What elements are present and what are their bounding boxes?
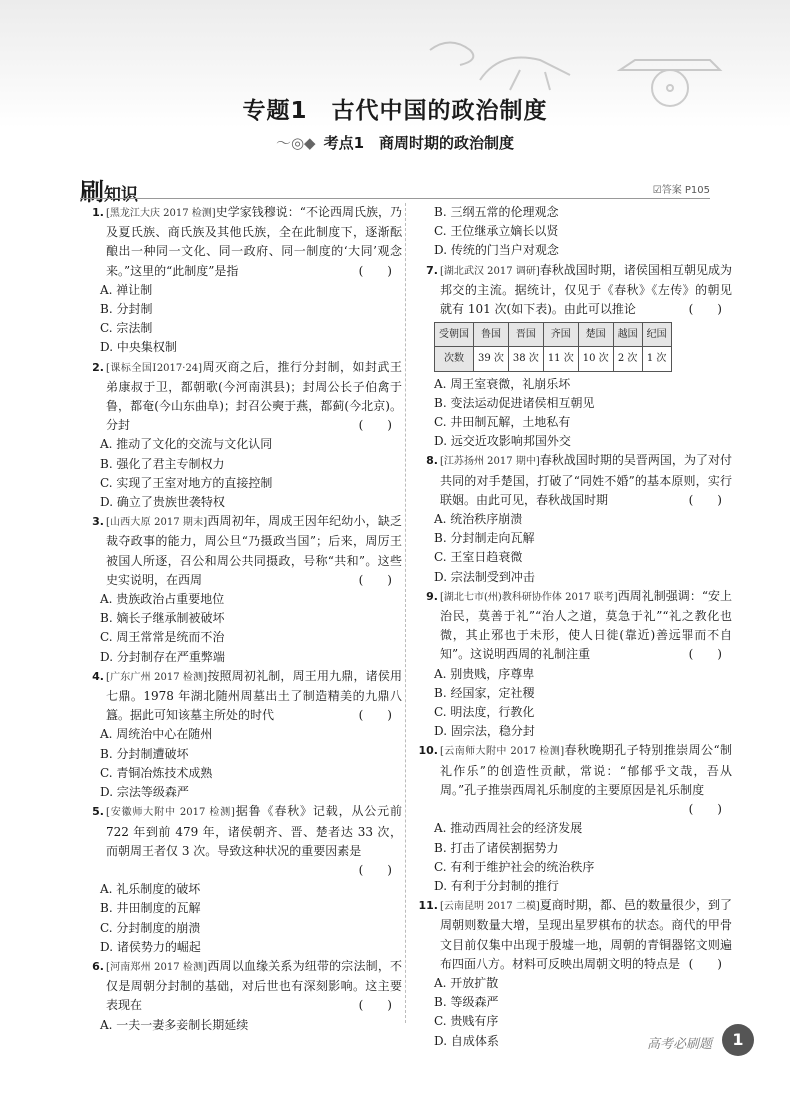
question-stem bbox=[82, 203, 402, 281]
q7-state-cell: 鲁国 bbox=[474, 323, 509, 347]
q7-count-cell: 39 次 bbox=[474, 347, 509, 371]
q7-count-cell: 11 次 bbox=[543, 347, 578, 371]
question-item bbox=[416, 451, 732, 586]
question-source: [课标全国Ⅰ2017·24] bbox=[106, 362, 203, 374]
q7-count-cell: 38 次 bbox=[508, 347, 543, 371]
question-source: [黑龙江大庆 2017 检测] bbox=[106, 208, 216, 219]
question-number: 9. bbox=[426, 589, 438, 603]
question-text bbox=[440, 741, 732, 819]
q7-row-header: 次数 bbox=[435, 347, 474, 371]
question-item bbox=[416, 203, 732, 261]
question-stem bbox=[82, 512, 402, 590]
option-item: A. 开放扩散 bbox=[434, 975, 499, 990]
answer-blank: ( ) bbox=[358, 572, 392, 587]
question-number: 1. bbox=[92, 206, 104, 219]
question-body: 按照周初礼制，周王用九鼎，诸侯用七鼎。1978 年湖北随州周墓出土了制造精美的九鼎八簋。据此可知该墓主所处的时代 bbox=[106, 668, 402, 723]
section-big-char: 刷 bbox=[80, 177, 104, 206]
answer-blank: ( ) bbox=[688, 492, 722, 507]
option-item: B. 经国家，定社稷 bbox=[434, 685, 535, 700]
question-item bbox=[416, 741, 732, 896]
question-item bbox=[82, 957, 402, 1035]
question-source: [湖北武汉 2017 调研] bbox=[440, 265, 540, 277]
question-item bbox=[82, 358, 402, 513]
question-number: 10. bbox=[418, 744, 438, 758]
q7-state-cell: 晋国 bbox=[508, 323, 543, 347]
question-item bbox=[82, 802, 402, 957]
question-text bbox=[440, 587, 732, 665]
option-item: D. 固宗法，稳分封 bbox=[434, 724, 535, 739]
option-item: A. 推动西周社会的经济发展 bbox=[434, 821, 583, 836]
question-number: 7. bbox=[426, 263, 438, 277]
option-item: A. 贵族政治占重要地位 bbox=[100, 592, 225, 607]
option-item: D. 宗法制受到冲击 bbox=[434, 569, 535, 584]
question-stem bbox=[82, 802, 402, 880]
question-body: 西周礼制强调：“安上治民，莫善于礼”“治人之道，莫急于礼”“礼之教化也微，其止邪也于未形，使人日徙(靠近)善远罪而不自知”。这说明西周的礼制注重 bbox=[440, 588, 732, 662]
answer-blank: ( ) bbox=[688, 802, 722, 817]
option-item: A. 推动了文化的交流与文化认同 bbox=[100, 437, 273, 452]
question-number: 6. bbox=[92, 959, 104, 973]
q7-state-cell: 齐国 bbox=[543, 323, 578, 347]
question-body: 据鲁《春秋》记载，从公元前 722 年到前 479 年，诸侯朝齐、晋、楚者达 33 次，而朝周王者仅 3 次。导致这种状况的重要因素是 bbox=[106, 804, 402, 858]
option-item: C. 王位继承立嫡长以贤 bbox=[434, 224, 559, 239]
option-item: D. 自成体系 bbox=[434, 1033, 499, 1048]
question-number: 4. bbox=[92, 669, 104, 683]
question-text bbox=[106, 957, 402, 1016]
question-text bbox=[106, 512, 402, 590]
question-body: 春秋晚期孔子特别推崇周公“制礼作乐”的创造性贡献，常说：“郁郁乎文哉，吾从周。”孔子推崇西周礼乐制度的主要原因是礼乐制度 bbox=[440, 743, 733, 797]
option-item: B. 打击了诸侯割据势力 bbox=[434, 840, 559, 855]
question-text bbox=[106, 802, 402, 880]
question-text bbox=[106, 667, 402, 726]
question-number: 5. bbox=[92, 805, 104, 819]
option-item: C. 贵贱有序 bbox=[434, 1014, 499, 1029]
option-item: C. 井田制瓦解，土地私有 bbox=[434, 415, 571, 430]
question-item bbox=[82, 667, 402, 802]
right-column bbox=[416, 203, 732, 1051]
option-item: B. 强化了君主专制权力 bbox=[100, 456, 225, 471]
section-header bbox=[80, 172, 138, 207]
question-stem bbox=[416, 261, 732, 320]
question-source: [江苏扬州 2017 期中] bbox=[440, 456, 540, 468]
answer-reference: ☑答案 P105 bbox=[652, 185, 710, 196]
option-item: B. 分封制走向瓦解 bbox=[434, 531, 535, 546]
question-stem bbox=[82, 667, 402, 726]
option-item: D. 远交近攻影响邦国外交 bbox=[434, 434, 571, 449]
answer-blank: ( ) bbox=[358, 418, 392, 433]
question-stem bbox=[82, 957, 402, 1016]
option-item: D. 中央集权制 bbox=[100, 340, 177, 355]
question-item bbox=[416, 261, 732, 452]
question-source: [安徽师大附中 2017 检测] bbox=[106, 807, 235, 819]
option-item: D. 确立了贵族世袭特权 bbox=[100, 495, 225, 510]
option-item: A. 禅让制 bbox=[100, 282, 153, 297]
question-number: 2. bbox=[92, 360, 104, 374]
option-item: C. 周王常常是统而不治 bbox=[100, 630, 225, 645]
option-item: D. 有利于分封制的推行 bbox=[434, 878, 559, 893]
footer-brand: 高考必刷题 bbox=[646, 1037, 712, 1052]
q7-count-cell: 1 次 bbox=[642, 347, 671, 371]
question-stem bbox=[416, 896, 732, 974]
question-text bbox=[106, 358, 402, 436]
question-body: 夏商时期，都、邑的数量很少，到了周朝则数量大增，呈现出星罗棋布的状态。商代的甲骨文目前仅集中出现于殷墟一地，周朝的青铜器铭文则遍布四面八方。材料可反映出周朝文明的特点是 bbox=[440, 898, 732, 971]
option-item: B. 井田制度的瓦解 bbox=[100, 901, 201, 916]
answer-blank: ( ) bbox=[688, 956, 722, 971]
option-item: B. 变法运动促进诸侯相互朝见 bbox=[434, 395, 595, 410]
question-text bbox=[106, 203, 402, 281]
subtitle-text: 考点1 商周时期的政治制度 bbox=[323, 134, 515, 152]
page-title: 专题1 古代中国的政治制度 bbox=[242, 98, 548, 124]
option-item: B. 分封制 bbox=[100, 302, 153, 317]
question-stem bbox=[416, 741, 732, 819]
option-item: A. 周王室衰微，礼崩乐坏 bbox=[434, 376, 571, 391]
option-item: D. 宗法等级森严 bbox=[100, 785, 189, 800]
option-item: B. 等级森严 bbox=[434, 995, 499, 1010]
question-number: 11. bbox=[418, 899, 438, 913]
option-item: C. 青铜冶炼技术成熟 bbox=[100, 765, 213, 780]
question-number: 3. bbox=[92, 515, 104, 529]
question-text bbox=[440, 896, 732, 974]
question-body: 史学家钱穆说：“不论西周氏族，乃及夏氏族、商氏族及其他氏族，全在此制度下，逐渐酝酿出一种同一文化、同一政府、同一制度的‘大同’观念来。”这里的“此制度”是指 bbox=[106, 205, 403, 278]
section-label: 知识 bbox=[104, 185, 138, 205]
answer-blank: ( ) bbox=[688, 647, 722, 662]
option-item: A. 统治秩序崩溃 bbox=[434, 512, 523, 527]
question-source: [云南昆明 2017 二模] bbox=[440, 901, 540, 913]
question-source: [河南郑州 2017 检测] bbox=[106, 961, 208, 973]
q7-table-row bbox=[435, 347, 672, 371]
question-body: 春秋战国时期，诸侯国相互朝见成为邦交的主流。据统计，仅见于《春秋》《左传》的朝见就有 101 次(如下表)。由此可以推论 bbox=[440, 262, 732, 317]
question-stem bbox=[416, 451, 732, 510]
q7-state-cell: 越国 bbox=[613, 323, 642, 347]
question-text bbox=[440, 261, 732, 320]
option-item: D. 分封制存在严重弊端 bbox=[100, 649, 225, 664]
option-item: D. 传统的门当户对观念 bbox=[434, 243, 559, 258]
question-body: 周灭商之后，推行分封制，如封武王弟康叔于卫，都朝歌(今河南淇县)；封周公长子伯禽于鲁，都奄(今山东曲阜)；封召公奭于燕，都蓟(今北京)。分封 bbox=[106, 359, 402, 433]
question-source: [湖北七市(州)教科研协作体 2017 联考] bbox=[440, 591, 618, 603]
header-rule bbox=[80, 198, 710, 199]
q7-count-cell: 2 次 bbox=[613, 347, 642, 371]
option-item: C. 实现了王室对地方的直接控制 bbox=[100, 475, 273, 490]
left-column bbox=[82, 203, 402, 1035]
option-item: A. 别贵贱，序尊卑 bbox=[434, 666, 535, 681]
answer-blank: ( ) bbox=[358, 862, 392, 877]
q7-row-header: 受朝国 bbox=[435, 323, 474, 347]
option-item: B. 分封制遭破坏 bbox=[100, 746, 189, 761]
column-divider bbox=[405, 203, 406, 1023]
q7-table-row bbox=[435, 323, 672, 347]
question-number: 8. bbox=[426, 454, 438, 468]
option-item: C. 有利于维护社会的统治秩序 bbox=[434, 859, 595, 874]
question-item bbox=[82, 203, 402, 358]
q7-state-cell: 纪国 bbox=[642, 323, 671, 347]
question-body: 西周初年，周成王因年纪幼小，缺乏裁夺政事的能力，周公旦“乃摄政当国”；后来，周厉王被国人所逐，召公和周公共同摄政，号称“共和”。这些史实说明，在西周 bbox=[106, 514, 402, 587]
option-item: C. 分封制度的崩溃 bbox=[100, 920, 201, 935]
question-body: 春秋战国时期的吴晋两国，为了对付共同的对手楚国，打破了“同姓不婚”的基本原则，实行联姻。由此可见，春秋战国时期 bbox=[440, 453, 732, 507]
option-item: A. 周统治中心在随州 bbox=[100, 727, 213, 742]
answer-blank: ( ) bbox=[358, 998, 392, 1013]
option-item: A. 一夫一妻多妾制长期延续 bbox=[100, 1017, 249, 1032]
question-text bbox=[440, 451, 732, 510]
subtitle-ornament: ～◎◆ bbox=[275, 134, 316, 152]
option-item: A. 礼乐制度的破坏 bbox=[100, 882, 201, 897]
option-item: B. 三纲五常的伦理观念 bbox=[434, 205, 559, 219]
question-body: 西周以血缘关系为纽带的宗法制，不仅是周朝分封制的基础，对后世也有深刻影响。这主要表现在 bbox=[106, 958, 402, 1013]
option-item: D. 诸侯势力的崛起 bbox=[100, 939, 201, 954]
q7-state-cell: 楚国 bbox=[578, 323, 613, 347]
section-subtitle bbox=[0, 132, 790, 153]
answer-blank: ( ) bbox=[358, 263, 392, 278]
option-item: B. 嫡长子继承制被破坏 bbox=[100, 611, 225, 626]
answer-blank: ( ) bbox=[688, 302, 722, 317]
question-source: [云南师大附中 2017 检测] bbox=[440, 746, 565, 758]
question-item bbox=[82, 512, 402, 667]
option-item: C. 宗法制 bbox=[100, 321, 153, 336]
question-item bbox=[416, 587, 732, 742]
page-number: 1 bbox=[722, 1024, 754, 1056]
q7-table bbox=[434, 322, 672, 371]
question-stem bbox=[82, 358, 402, 436]
question-item bbox=[416, 896, 732, 1051]
q7-count-cell: 10 次 bbox=[578, 347, 613, 371]
option-item: C. 明法度，行教化 bbox=[434, 705, 535, 720]
question-source: [山西大原 2017 期末] bbox=[106, 517, 208, 529]
question-stem bbox=[416, 587, 732, 665]
question-source: [广东广州 2017 检测] bbox=[106, 671, 208, 683]
answer-blank: ( ) bbox=[358, 708, 392, 723]
option-item: C. 王室日趋衰微 bbox=[434, 550, 523, 565]
